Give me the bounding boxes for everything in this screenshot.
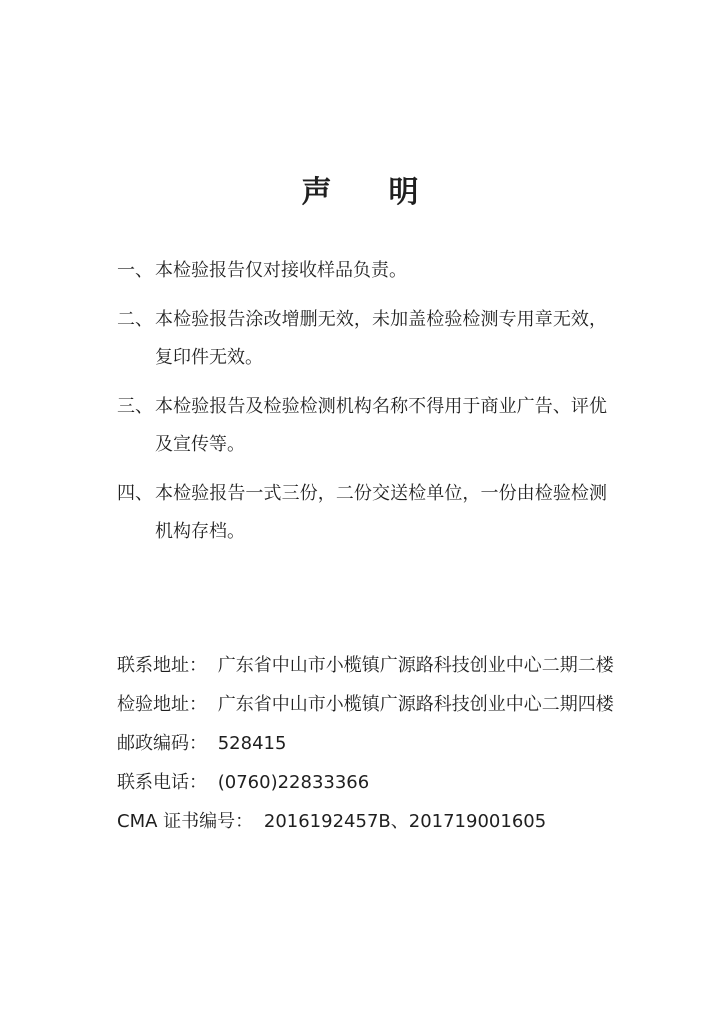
statement-item-1	[117, 252, 609, 290]
statement-items	[117, 252, 609, 562]
contact-value: 广东省中山市小榄镇广源路科技创业中心二期四楼	[217, 694, 614, 715]
contact-value: 广东省中山市小榄镇广源路科技创业中心二期二楼	[217, 655, 614, 676]
contact-row-cma-certificate	[117, 802, 657, 841]
contact-block	[117, 646, 657, 841]
statement-item-4	[117, 475, 609, 551]
statement-item-2	[117, 301, 609, 377]
contact-value: 2016192457B、201719001605	[263, 811, 547, 832]
statement-item-3	[117, 388, 609, 464]
contact-row-mailing-address	[117, 646, 657, 685]
contact-label: 检验地址：	[117, 694, 207, 715]
item-text: 本检验报告及检验检测机构名称不得用于商业广告、评优及宣传等。	[155, 396, 607, 455]
item-text: 本检验报告涂改增删无效，未加盖检验检测专用章无效，复印件无效。	[155, 309, 607, 368]
contact-value: (0760)22833366	[217, 772, 370, 793]
contact-label: CMA 证书编号：	[117, 811, 254, 832]
contact-row-inspection-address	[117, 685, 657, 724]
title-char-2: 明	[388, 175, 419, 210]
item-text: 本检验报告一式三份，二份交送检单位，一份由检验检测机构存档。	[155, 483, 607, 542]
title-char-1: 声	[301, 175, 332, 210]
page-title	[0, 175, 720, 210]
contact-value: 528415	[217, 733, 287, 754]
contact-label: 联系地址：	[117, 655, 207, 676]
item-number: 一、	[117, 260, 153, 281]
item-number: 三、	[117, 396, 153, 417]
contact-row-postal-code	[117, 724, 657, 763]
item-text: 本检验报告仅对接收样品负责。	[155, 260, 407, 281]
contact-label: 联系电话：	[117, 772, 207, 793]
contact-label: 邮政编码：	[117, 733, 207, 754]
item-number: 二、	[117, 309, 153, 330]
contact-row-phone	[117, 763, 657, 802]
item-number: 四、	[117, 483, 153, 504]
